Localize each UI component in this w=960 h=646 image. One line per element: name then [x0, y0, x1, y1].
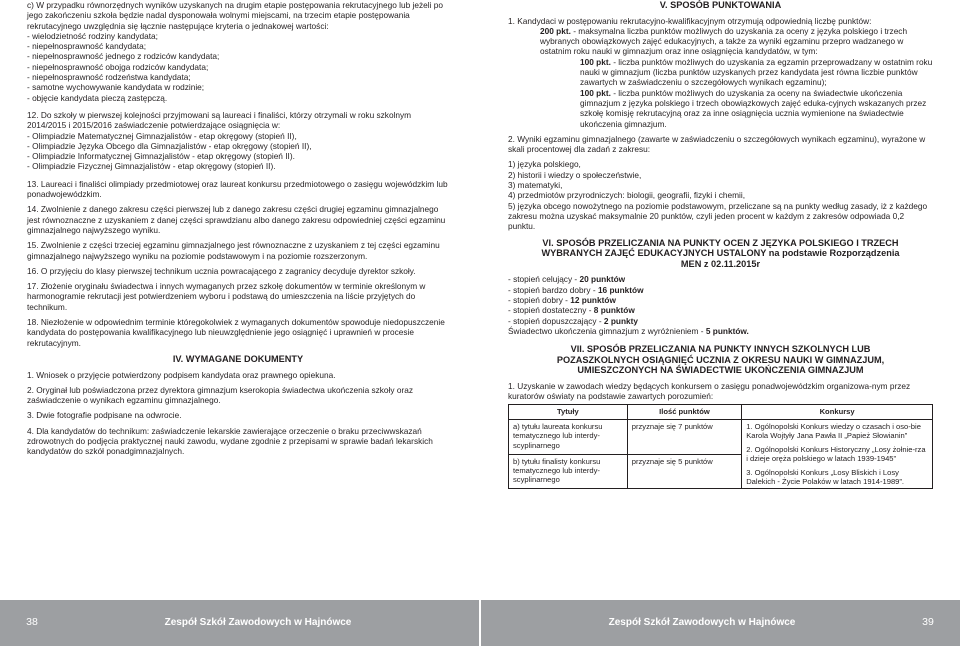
document-item: 2. Oryginał lub poświadczona przez dyrektora gimnazjum kserokopia świadectwa ukończenia szkoły oraz zaświadczenie o wynikach egzaminu gimnazjalnego.: [27, 384, 413, 406]
points-200: [508, 26, 933, 57]
grade-label: - stopień dobry -: [508, 294, 571, 305]
list-item: - Olimpiadzie Języka Obcego dla Gimnazjalistów - etap okręgowy (stopień II),: [27, 140, 312, 151]
points-100-exam-text: - liczba punktów możliwych do uzyskania za egzamin przeprowadzany w ostatnim roku nauki w gimnazjum (liczba punktów uzyskanych przez kandydata jest równa liczbie punktów zawartych w zaświadczeniu o szczegółowych wynikach egzaminu);: [580, 56, 933, 88]
exam-results-paragraph: 2. Wyniki egzaminu gimnazjalnego (zawarte w zaświadczeniu o szczegółowych wynikach egzaminu), wyrażone w skali procentowej dla zadań z zakresu:: [508, 133, 926, 155]
points-100-exam-label: 100 pkt.: [580, 56, 611, 67]
honors-row: [508, 326, 933, 336]
paragraph-c: c) W przypadku równorzędnych wyników uzyskanych na drugim etapie postępowania rekrutacyjnego lub jeżeli po jego zakończeniu szkoła będzie nadal dysponowała wolnymi miejscami, na trzecim etapie postępowania rekrutacyjnego uwzględnia się łącznie następujące kryteria o jednakowej wartości:: [27, 0, 443, 31]
table-row: [509, 419, 933, 454]
grade-label: - stopień celujący -: [508, 274, 580, 285]
grade-row: [508, 274, 933, 284]
title-cell: b) tytułu finalisty konkursu tematycznego lub interdy-scyplinarnego: [509, 454, 628, 489]
grade-points: 8 punktów: [593, 305, 635, 316]
paragraph-13: 13. Laureaci i finaliści olimpiady przedmiotowej oraz laureat konkursu przedmiotowego o zasięgu wojewódzkim lub ponadwojewódzkim.: [27, 178, 448, 200]
list-item: - Olimpiadzie Informatycznej Gimnazjalistów - etap okręgowy (stopień II).: [27, 151, 295, 162]
grade-points: 2 punkty: [603, 315, 639, 326]
list-item: 2) historii i wiedzy o społeczeństwie,: [508, 169, 642, 180]
olympiad-list: [27, 131, 449, 172]
document-item: 4. Dla kandydatów do technikum: zaświadczenie lekarskie zawierające orzeczenie o braku przeciwwskazań zdrowotnych do podjęcia praktycznej nauki zawodu, wydane zgodnie z przepisami w sprawie badań lekarskich kandydatów do szkół ponadgimnazjalnych.: [27, 425, 433, 457]
list-item: - objęcie kandydata pieczą zastępczą.: [27, 92, 168, 103]
grades-list: [508, 274, 933, 336]
left-page-column: [27, 0, 449, 462]
grade-row: [508, 295, 933, 305]
page-footer: [0, 600, 960, 646]
contests-table: [508, 404, 933, 489]
points-100-exam: [508, 57, 933, 88]
points-200-label: 200 pkt.: [540, 25, 571, 36]
grade-label: - stopień bardzo dobry -: [508, 284, 598, 295]
points-100-grades-label: 100 pkt.: [580, 87, 611, 98]
points-100-grades-text: - liczba punktów możliwych do uzyskania za oceny na świadectwie ukończenia gimnazjum z języka polskiego i trzech obowiązkowych zajęć eduka-cyjnych wskazanych przez szkołę komisję rekrutacyjną oraz za inne osiągnięcia ucznia wymienione na świadectwie ukończenia gimnazjum.: [580, 87, 927, 129]
section-heading-iv: IV. WYMAGANE DOKUMENTY: [172, 353, 304, 364]
column-header: Tytuły: [509, 405, 628, 419]
school-name-left: Zespół Szkół Zawodowych w Hajnówce: [164, 617, 352, 628]
grade-row: [508, 285, 933, 295]
points-200-text: - maksymalna liczba punktów możliwych do uzyskania za oceny z języka polskiego i trzech wybranych obowiązkowych zajęć edukacyjnych, a także za wyniki egzaminu przepro wadzanego w ostatnim roku nauki w gimnazjum oraz inne osiągnięcia kandydatów, w tym:: [540, 25, 908, 57]
right-page-column: [508, 0, 933, 489]
footer-divider: [479, 600, 481, 646]
list-item: 4) przedmiotów przyrodniczych: biologii, geografii, fizyki i chemii,: [508, 190, 746, 201]
title-cell: a) tytułu laureata konkursu tematycznego lub interdy-scyplinarnego: [509, 419, 628, 454]
paragraph-18: 18. Niezłożenie w odpowiednim terminie któregokolwiek z wymaganych dokumentów spowoduje niedopuszczenie kandydata do postępowania kwalifikacyjnego lub nieuwzględnienie jego osiągnięć i uprawnień w procesie rekrutacyjnym.: [27, 317, 445, 348]
list-item: - wielodzietność rodziny kandydata;: [27, 30, 158, 41]
list-item: 1) języka polskiego,: [508, 159, 581, 170]
subject-list: [508, 159, 933, 231]
paragraph-16: 16. O przyjęciu do klasy pierwszej technikum ucznia powracającego z zagranicy decyduje dyrektor szkoły.: [27, 265, 416, 276]
list-item: 5) języka obcego nowożytnego na poziomie podstawowym, przeliczane są na punkty według zasady, iż z każdego zakresu można uzyskać maksymalnie 20 punktów, czyli jeden procent w każdym z zakresów odpowiada 0,2 punktu.: [508, 200, 928, 232]
list-item: - niepełnosprawność obojga rodziców kandydata;: [27, 61, 209, 72]
section-heading-v: V. SPOSÓB PUNKTOWANIA: [659, 0, 782, 10]
list-item: - niepełnosprawność jednego z rodziców kandydata;: [27, 51, 220, 62]
contest-item: 1. Ogólnopolski Konkurs wiedzy o czasach i oso-bie Karola Wojtyły Jana Pawła II „Papież Słowianin”: [746, 421, 921, 441]
paragraph-15: 15. Zwolnienie z części trzeciej egzaminu gimnazjalnego jest równoznaczne z uzyskaniem z tej części egzaminu gimnazjalnego najwyższego wyniku na poziomie podstawowym i na poziomie rozszerzonym.: [27, 240, 440, 261]
list-item: - niepełnosprawność rodzeństwa kandydata;: [27, 72, 191, 83]
document-item: 1. Wniosek o przyjęcie potwierdzony podpisem kandydata oraz prawnego opiekuna.: [27, 369, 336, 380]
school-name-right: Zespół Szkół Zawodowych w Hajnówce: [608, 617, 796, 628]
honors-points: 5 punktów.: [705, 325, 749, 336]
points-cell: przyznaje się 5 punktów: [627, 454, 741, 489]
grade-points: 12 punktów: [570, 294, 616, 305]
paragraph-17: 17. Złożenie oryginału świadectwa i innych wymaganych przez szkołę dokumentów w terminie określonym w harmonogramie rekrutacji jest potwierdzeniem wyboru i podstawą do umieszczenia na liście przyjętych do technikum.: [27, 281, 426, 312]
grade-points: 20 punktów: [579, 274, 626, 285]
list-item: - Olimpiadzie Fizycznej Gimnazjalistów - etap okręgowy (stopień II).: [27, 161, 276, 172]
contest-item: 2. Ogólnopolski Konkurs Historyczny „Losy żołnie-rza i dzieje oręża polskiego w latach 1939-1945”: [746, 444, 926, 464]
contests-cell: [742, 419, 933, 488]
contest-item: 3. Ogólnopolski Konkurs „Losy Bliskich i Losy Dalekich - Życie Polaków w latach 1914-1989”.: [746, 467, 905, 486]
column-header: Ilość punktów: [627, 405, 741, 419]
grade-row: [508, 316, 933, 326]
points-100-grades: [508, 88, 933, 129]
grade-label: - stopień dostateczny -: [508, 305, 594, 316]
grade-points: 16 punktów: [597, 284, 644, 295]
honors-label: Świadectwo ukończenia gimnazjum z wyróżnieniem -: [508, 325, 706, 336]
list-item: - niepełnosprawność kandydata;: [27, 41, 146, 52]
list-item: - samotne wychowywanie kandydata w rodzinie;: [27, 82, 205, 93]
list-item: - Olimpiadzie Matematycznej Gimnazjalistów - etap okręgowy (stopień II),: [27, 130, 297, 141]
page-number-left: 38: [26, 616, 38, 628]
criteria-list: [27, 31, 449, 103]
grade-label: - stopień dopuszczający -: [508, 315, 604, 326]
contests-intro: 1. Uzyskanie w zawodach wiedzy będących konkursem o zasięgu ponadwojewódzkim organizowa-nym przez kuratorów oświaty na podstawie zawartych porozumień:: [508, 380, 911, 402]
grade-row: [508, 305, 933, 315]
paragraph-12: 12. Do szkoły w pierwszej kolejności przyjmowani są laureaci i finaliści, którzy otrzymali w roku szkolnym 2014/2015 i 2015/2016 zaświadczenie potwierdzające osiągnięcia w:: [27, 109, 412, 131]
document-item: 3. Dwie fotografie podpisane na odwrocie.: [27, 410, 182, 421]
section-heading-vii: VII. SPOSÓB PRZELICZANIA NA PUNKTY INNYCH SZKOLNYCH LUB POZASZKOLNYCH OSIĄGNIĘĆ UCZNIA Z OKRESU NAUKI W GIMNAZJUM, UMIESZCZONYCH NA ŚWIADECTWIE UKOŃCZENIA GIMNAZJUM: [556, 344, 885, 376]
list-item: 3) matematyki,: [508, 180, 563, 191]
column-header: Konkursy: [742, 405, 933, 419]
scoring-intro: 1. Kandydaci w postępowaniu rekrutacyjno-kwalifikacyjnym otrzymują odpowiednią liczbę punktów:: [508, 15, 872, 26]
section-heading-vi: VI. SPOSÓB PRZELICZANIA NA PUNKTY OCEN Z JĘZYKA POLSKIEGO I TRZECH WYBRANYCH ZAJĘĆ EDUKACYJNYCH USTALONY na podstawie Rozporządzenia MEN z 02.11.2015r: [541, 237, 900, 269]
table-header-row: [509, 405, 933, 419]
page-number-right: 39: [922, 616, 934, 628]
paragraph-14: 14. Zwolnienie z danego zakresu części pierwszej lub z danego zakresu części drugiej egzaminu gimnazjalnego jest równoznaczne z uzyskaniem z danej części sprawdzianu albo danego zakresu odpowiedniej części egzaminu gimnazjalnego najwyższego wyniku.: [27, 204, 446, 235]
points-cell: przyznaje się 7 punktów: [627, 419, 741, 454]
